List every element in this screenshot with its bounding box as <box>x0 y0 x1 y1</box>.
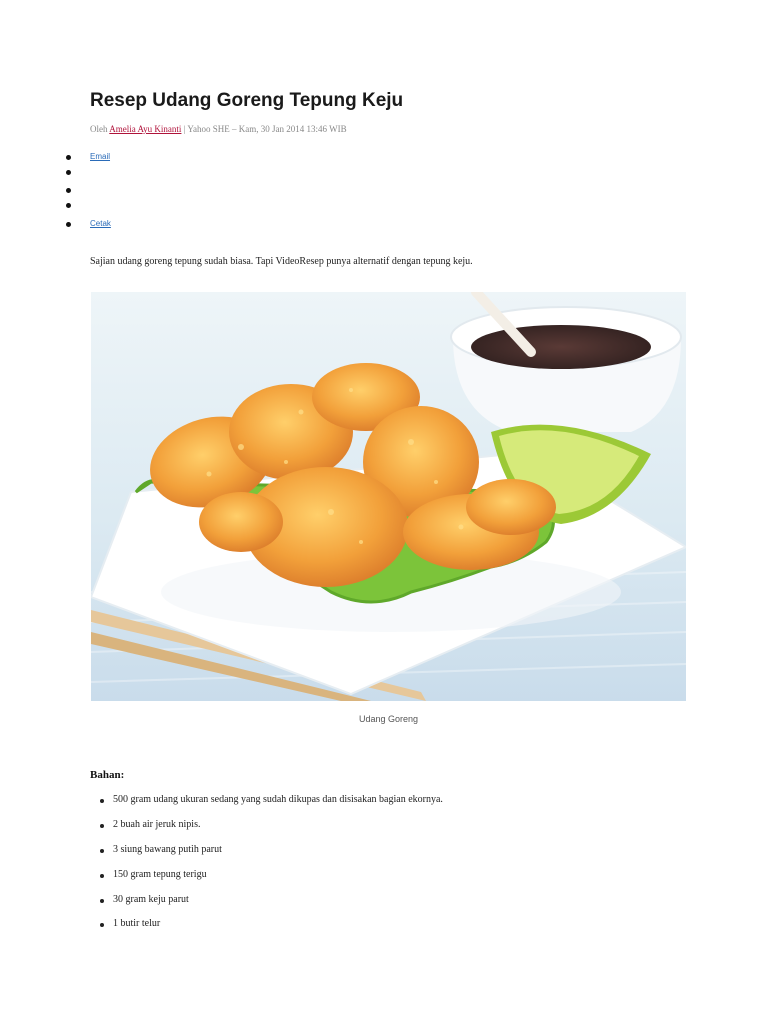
byline <box>90 124 347 134</box>
ingredient-text: 3 siung bawang putih parut <box>113 844 222 855</box>
dish-photo <box>91 292 686 701</box>
share-item-blank <box>66 185 266 199</box>
ingredient-text: 1 butir telur <box>113 918 161 929</box>
article-intro: Sajian udang goreng tepung sudah biasa. Tapi VideoResep punya alternatif dengan tepung keju. <box>90 256 473 267</box>
bullet-icon <box>100 923 104 927</box>
ingredients-heading: Bahan: <box>90 769 125 781</box>
bullet-icon <box>100 899 104 903</box>
image-caption: Udang Goreng <box>358 714 419 724</box>
ingredient-text: 500 gram udang ukuran sedang yang sudah dikupas dan disisakan bagian ekornya. <box>113 794 443 805</box>
bullet-icon <box>66 170 71 175</box>
share-item-email <box>66 152 266 166</box>
email-link[interactable]: Email <box>90 152 111 161</box>
share-item-blank <box>66 200 266 214</box>
bullet-icon <box>66 188 71 193</box>
bullet-icon <box>66 203 71 208</box>
print-link[interactable]: Cetak <box>90 219 111 228</box>
ingredient-text: 150 gram tepung terigu <box>113 869 207 880</box>
article-title: Resep Udang Goreng Tepung Keju <box>90 90 404 111</box>
bullet-icon <box>100 874 104 878</box>
bullet-icon <box>66 222 71 227</box>
share-item-print <box>66 219 266 233</box>
bullet-icon <box>100 849 104 853</box>
bullet-icon <box>66 155 71 160</box>
author-link[interactable]: Amelia Ayu Kinanti <box>109 124 182 134</box>
byline-prefix: Oleh <box>90 124 108 134</box>
share-item-blank <box>66 167 266 181</box>
ingredient-text: 2 buah air jeruk nipis. <box>113 819 201 830</box>
bullet-icon <box>100 799 104 803</box>
bullet-icon <box>100 824 104 828</box>
byline-source-date: | Yahoo SHE – Kam, 30 Jan 2014 13:46 WIB <box>183 124 347 134</box>
ingredient-text: 30 gram keju parut <box>113 894 189 905</box>
